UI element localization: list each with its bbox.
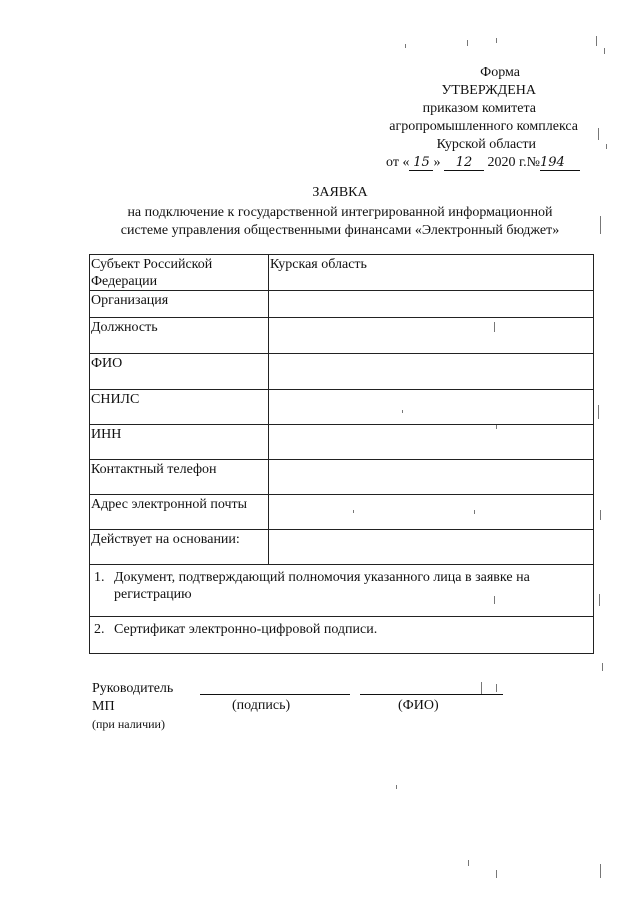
signature-block [92,680,173,732]
order-day: 15 [409,156,433,171]
signature-caption: (подпись) [232,698,291,713]
title-line-1: на подключение к государственной интегрированной информационной [127,205,553,220]
table-item-row [90,617,594,654]
row-value[interactable]: Курская область [269,255,594,291]
list-item [90,617,594,654]
row-value[interactable] [269,390,594,425]
table-row [90,291,594,318]
stamp-note: (при наличии) [92,717,165,731]
row-value[interactable] [269,530,594,565]
row-label: Организация [90,291,269,318]
approval-block [386,64,580,172]
table-row [90,318,594,354]
table-row [90,390,594,425]
row-value[interactable] [269,291,594,318]
row-value[interactable] [269,495,594,530]
name-line[interactable] [360,694,503,695]
item-text: Документ, подтверждающий полномочия указанного лица в заявке на регистрацию [114,570,530,602]
order-month: 12 [444,156,484,171]
table-row [90,530,594,565]
row-label: Действует на основании: [90,530,269,565]
order-label: приказом комитета [422,101,536,116]
order-year: 2020 г.№ [487,155,540,170]
row-label: СНИЛС [90,390,269,425]
row-label: Контактный телефон [90,460,269,495]
item-number: 2. [94,622,105,637]
date-prefix: от « [386,155,410,170]
row-label: Субъект Российской Федерации [90,255,269,291]
name-caption: (ФИО) [398,698,439,713]
table-item-row [90,565,594,617]
approved-label: УТВЕРЖДЕНА [441,83,536,98]
head-label: Руководитель [92,681,174,696]
document-title: ЗАЯВКА [312,185,368,200]
row-value[interactable] [269,318,594,354]
table-row [90,425,594,460]
stamp-label: МП [92,699,115,714]
item-number: 1. [94,570,105,585]
row-value[interactable] [269,354,594,390]
form-label: Форма [480,65,520,80]
table-row [90,354,594,390]
application-table [89,254,594,654]
row-value[interactable] [269,425,594,460]
title-line-2: системе управления общественными финансами «Электронный бюджет» [120,223,560,238]
row-label: ИНН [90,425,269,460]
table-row [90,495,594,530]
region-label: Курской области [436,137,536,152]
row-label: ФИО [90,354,269,390]
row-label: Должность [90,318,269,354]
order-number: 194 [540,156,580,171]
committee-label: агропромышленного комплекса [389,119,578,134]
table-row [90,460,594,495]
order-date [386,154,580,172]
item-text: Сертификат электронно-цифровой подписи. [114,622,378,637]
table-row [90,255,594,291]
row-value[interactable] [269,460,594,495]
signature-line[interactable] [200,694,350,695]
list-item [90,565,594,617]
row-label: Адрес электронной почты [90,495,269,530]
date-mid: » [433,155,441,170]
